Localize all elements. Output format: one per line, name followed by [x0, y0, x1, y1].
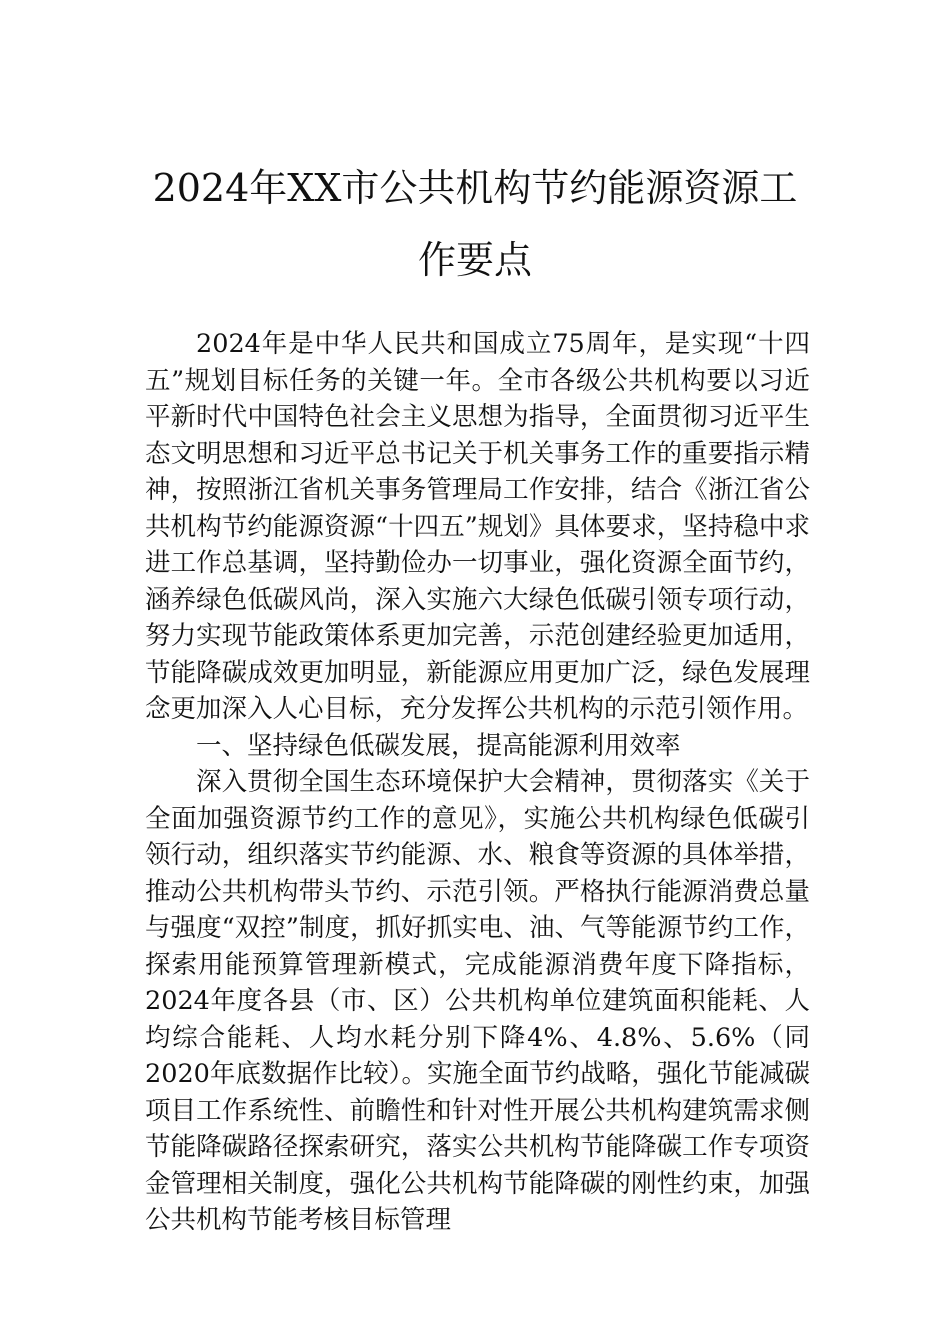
section-1-paragraph: 深入贯彻全国生态环境保护大会精神，贯彻落实《关于全面加强资源节约工作的意见》，实施公共机构绿色低碳引领行动，组织落实节约能源、水、粮食等资源的具体举措，推动公共机构带头节约、示范引领。严格执行能源消费总量与强度“双控”制度，抓好抓实电、油、气等能源节约工作，探索用能预算管理新模式，完成能源消费年度下降指标，2024年度各县（市、区）公共机构单位建筑面积能耗、人均综合能耗、人均水耗分别下降4%、4.8%、5.6%（同2020年底数据作比较）。实施全面节约战略，强化节能减碳项目工作系统性、前瞻性和针对性开展公共机构建筑需求侧节能降碳路径探索研究，落实公共机构节能降碳工作专项资金管理相关制度，强化公共机构节能降碳的刚性约束，加强公共机构节能考核目标管理 — [145, 767, 810, 1235]
document-body — [145, 326, 810, 1239]
section-heading-1: 一、坚持绿色低碳发展，提高能源利用效率 — [196, 730, 681, 761]
document-title: 2024年XX市公共机构节约能源资源工作要点 — [152, 166, 798, 282]
intro-paragraph: 2024年是中华人民共和国成立75周年，是实现“十四五”规划目标任务的关键一年。全市各级公共机构要以习近平新时代中国特色社会主义思想为指导，全面贯彻习近平生态文明思想和习近平总书记关于机关事务工作的重要指示精神，按照浙江省机关事务管理局工作安排，结合《浙江省公共机构节约能源资源“十四五”规划》具体要求，坚持稳中求进工作总基调，坚持勤俭办一切事业，强化资源全面节约，涵养绿色低碳风尚，深入实施六大绿色低碳引领专项行动，努力实现节能政策体系更加完善，示范创建经验更加适用，节能降碳成效更加明显，新能源应用更加广泛，绿色发展理念更加深入人心目标，充分发挥公共机构的示范引领作用。 — [145, 329, 810, 724]
